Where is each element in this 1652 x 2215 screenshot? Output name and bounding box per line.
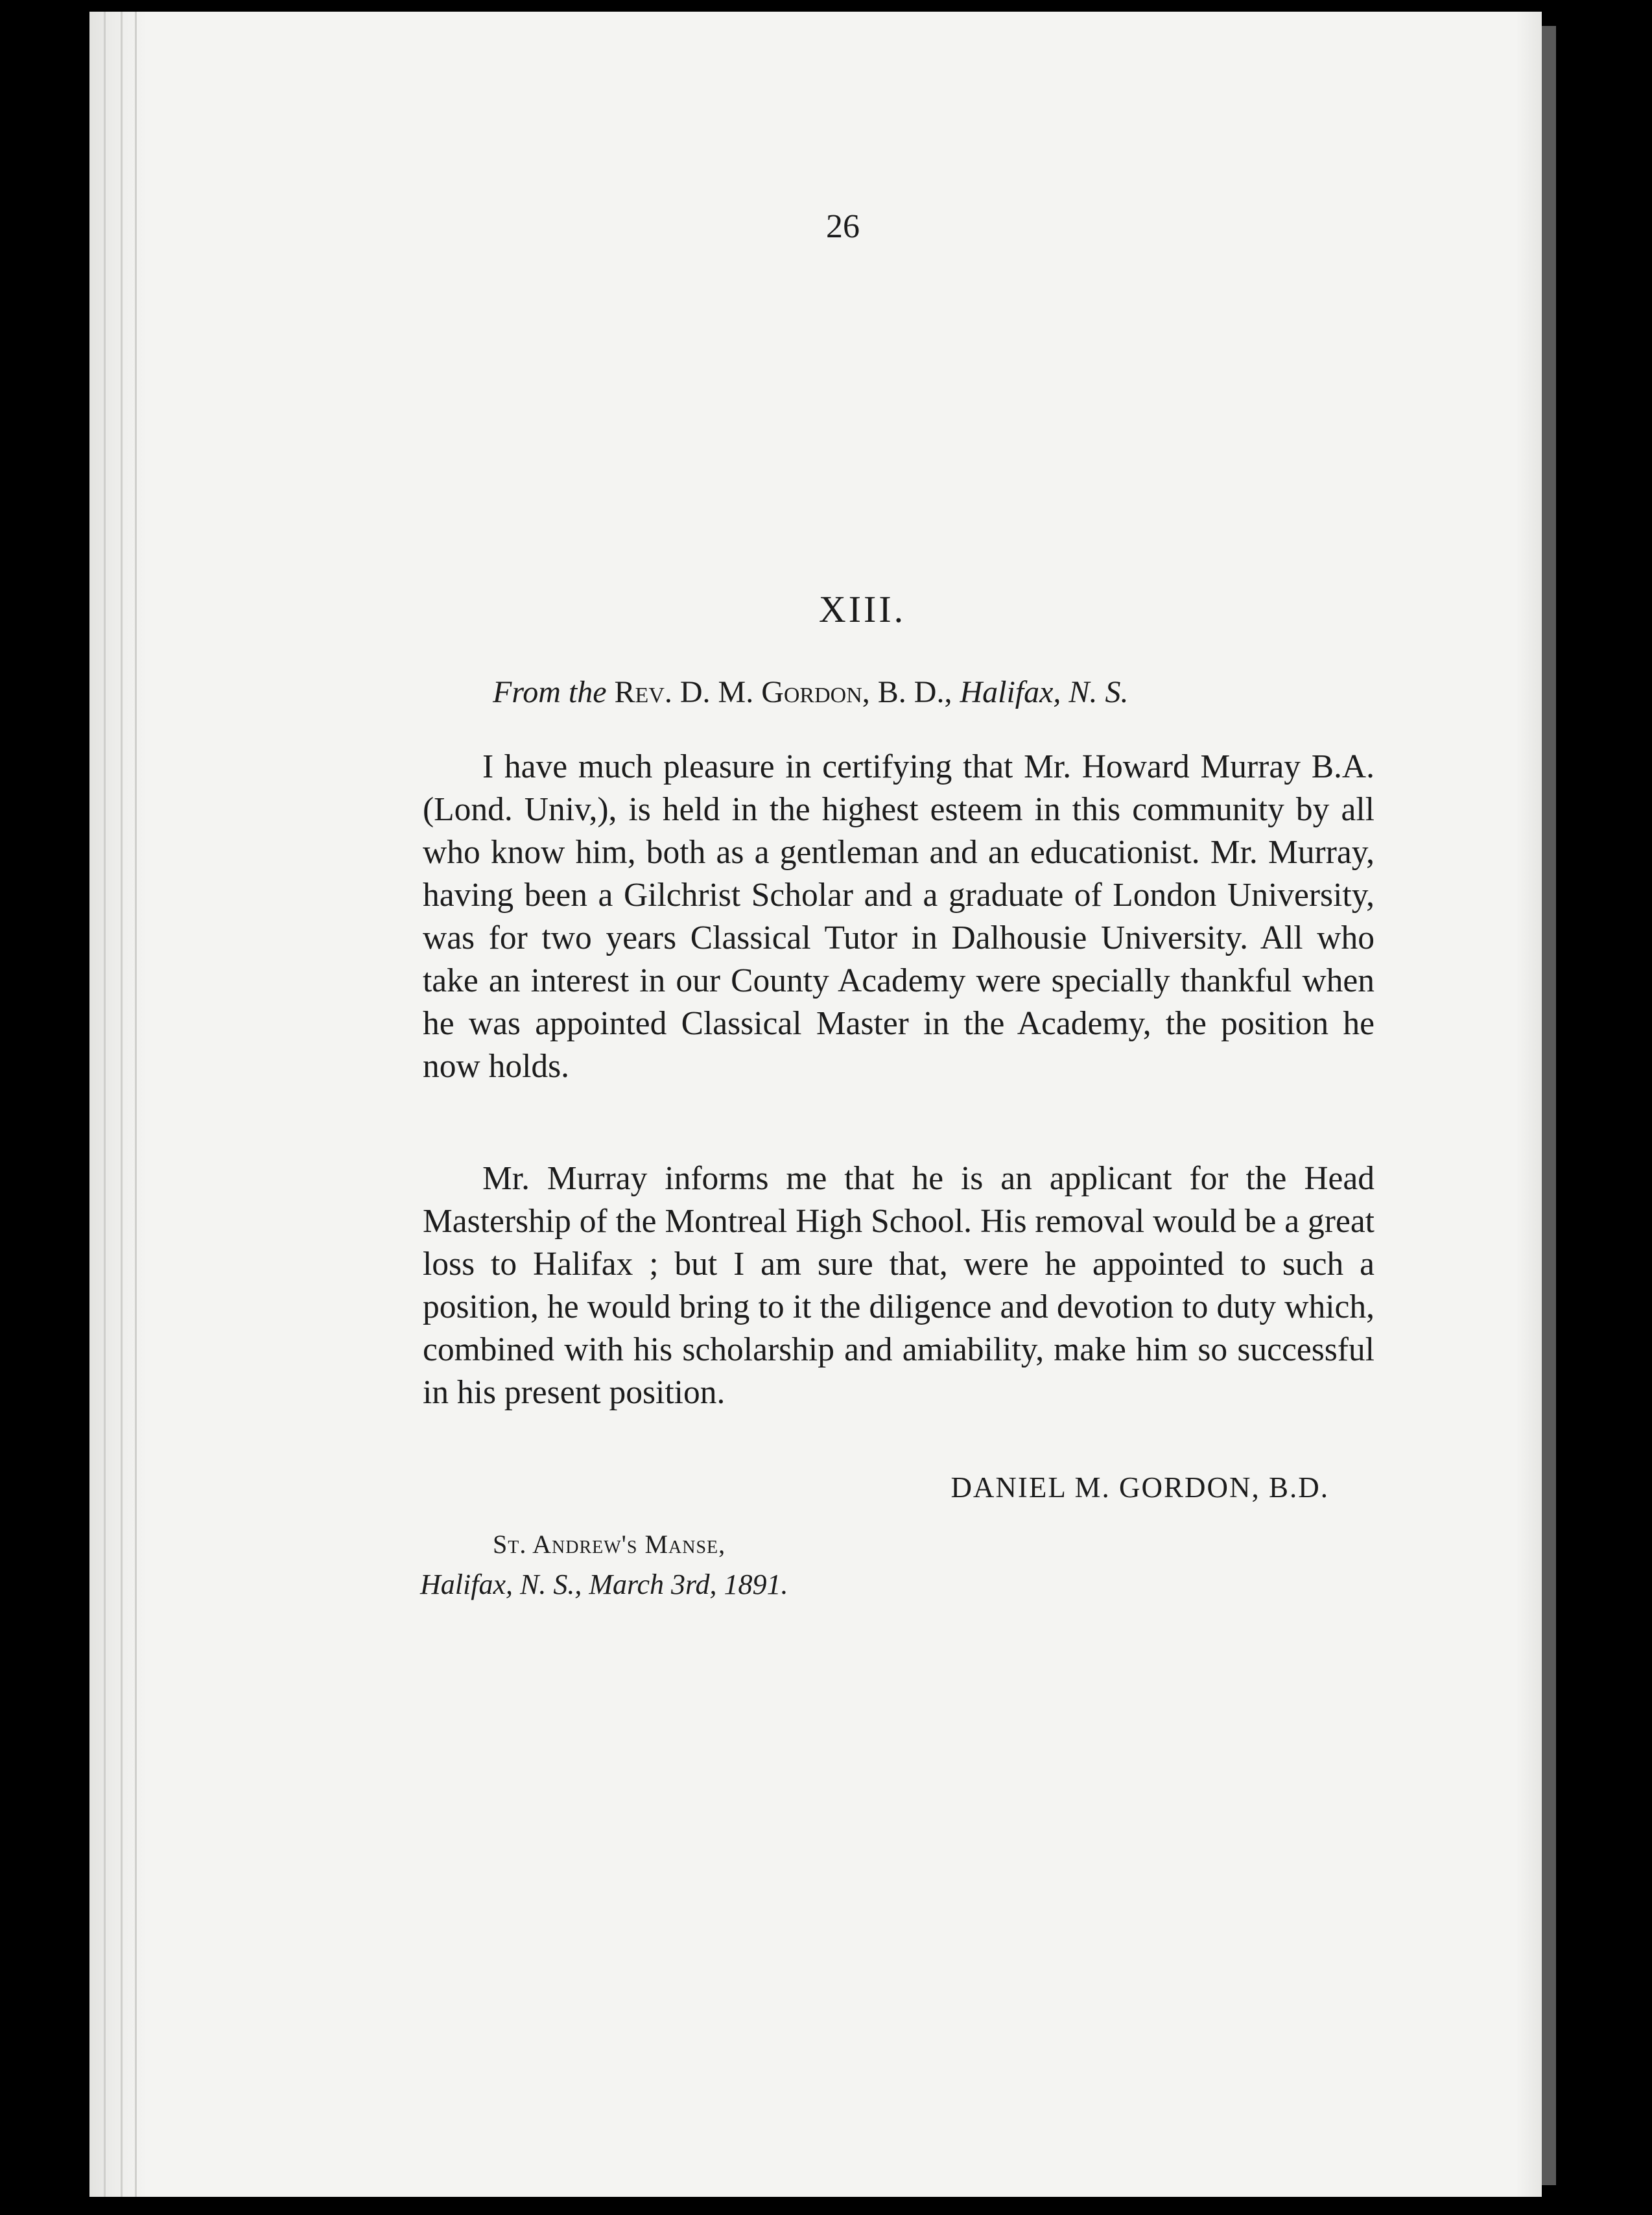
from-person: Rev. D. M. Gordon, B. D.,: [614, 675, 952, 709]
from-location: Halifax, N. S.: [960, 675, 1129, 709]
from-prefix: From the: [493, 675, 607, 709]
page-number: 26: [826, 208, 860, 245]
body-paragraph: Mr. Murray informs me that he is an applicant for the Head Mastership of the Montreal High School. His removal would be a great loss to Halifax ; but I am sure that, were he appointed to such a position, he would bring to it the diligence and devotion to duty which, combined with his scholarship and amiability, make him so successful in his present position.: [423, 1160, 1375, 1411]
dateline: Halifax, N. S., March 3rd, 1891.: [420, 1569, 788, 1600]
page-edge: [1516, 12, 1542, 2197]
gutter-line: [121, 12, 123, 2197]
place-line: St. Andrew's Manse,: [493, 1530, 726, 1559]
section-numeral: XIII.: [818, 588, 906, 630]
page-gutter: [89, 12, 148, 2197]
body-paragraph: I have much pleasure in certifying that Mr. Howard Murray B.A. (Lond. Univ,), is held in the highest esteem in this community by all who know him, both as a gentleman and an educationist. Mr. Murray, having been a Gilchrist Scholar and a graduate of London University, was for two years Classical Tutor in Dalhousie University. All who take an interest in our County Academy were specially thankful when he was appointed Classical Master in the Academy, the position he now holds.: [423, 748, 1375, 1085]
book-page: [89, 12, 1542, 2197]
from-line: [493, 674, 1336, 710]
book-spine: [1542, 26, 1556, 2185]
gutter-line: [135, 12, 137, 2197]
gutter-line: [104, 12, 106, 2197]
signature: DANIEL M. GORDON, B.D.: [950, 1471, 1329, 1504]
